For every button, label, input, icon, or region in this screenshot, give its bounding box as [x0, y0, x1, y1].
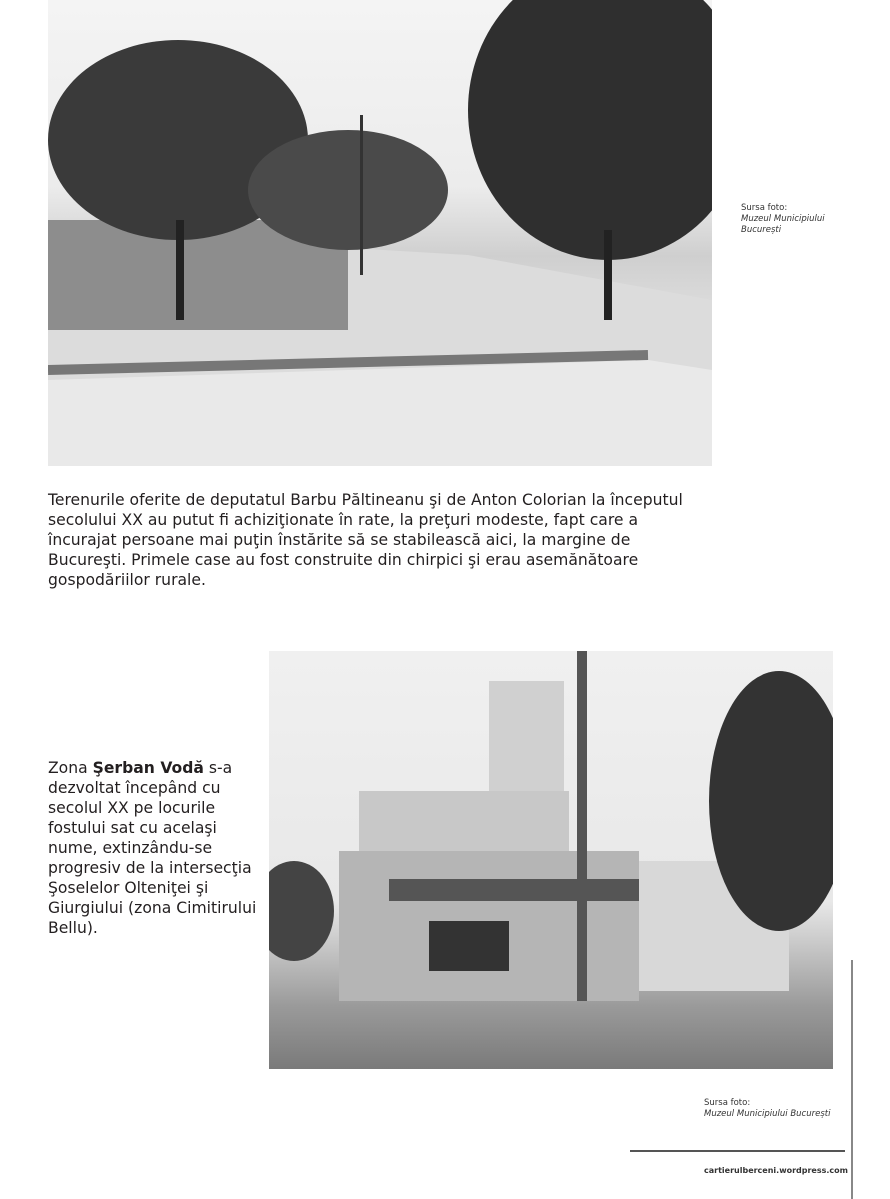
footer-url: cartierulberceni.wordpress.com [704, 1166, 848, 1175]
photo2-caption [704, 1098, 830, 1120]
body-paragraph: Terenurile oferite de deputatul Barbu Păltineanu şi de Anton Colorian la începutul secolului XX au putut fi achiziţionate în rate, la preţuri modeste, fapt care a încurajat persoane mai puţin înstărite să se stabilească aici, la margine de Bucureşti. Primele case au fost construite din chirpici şi erau asemănătoare gospodăriilor rurale. [48, 491, 683, 589]
caption-source: Muzeul Municipiului București [704, 1109, 831, 1119]
street-photo-illustration [48, 0, 712, 466]
street-photo [48, 0, 712, 466]
building-photo-illustration [269, 651, 833, 1069]
side-paragraph [48, 758, 263, 938]
text: Zona [48, 759, 93, 777]
decorative-rule [630, 1150, 845, 1152]
decorative-rule [851, 960, 853, 1199]
caption-source: București [741, 225, 782, 235]
text: s-a dezvoltat începând cu secolul XX pe locurile fostului sat cu acelaşi nume, extinzându-se progresiv de la intersecţia Şoselelor Olteniţei şi Giurgiului (zona Cimitirului Bellu). [48, 759, 257, 937]
caption-label: Sursa foto: [704, 1098, 751, 1108]
highlight: Şerban Vodă [92, 759, 204, 777]
photo1-caption [741, 203, 825, 236]
caption-source: Muzeul Municipiului [741, 214, 825, 224]
caption-label: Sursa foto: [741, 203, 788, 213]
building-photo [269, 651, 833, 1069]
